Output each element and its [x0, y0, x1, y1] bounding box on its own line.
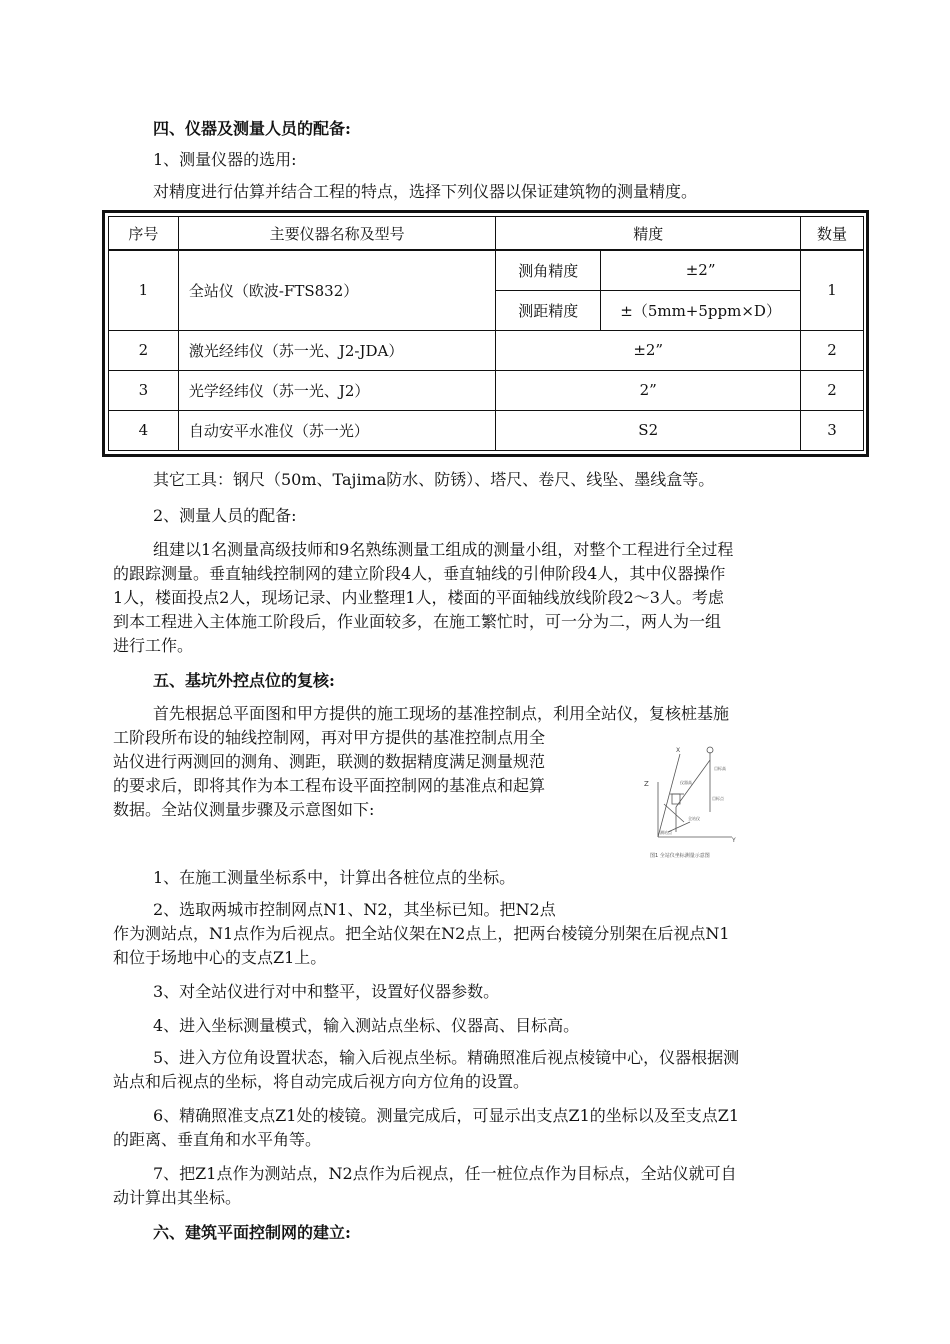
- total-station-diagram: [640, 742, 752, 864]
- row4-no: 4: [109, 410, 179, 450]
- table-row: [109, 330, 864, 370]
- row4-qty: 3: [801, 410, 864, 450]
- row1-angle-label: 测角精度: [496, 250, 601, 290]
- step-7-cont: 动计算出其坐标。: [113, 1188, 242, 1207]
- subheading-staff: 2、测量人员的配备:: [153, 506, 297, 525]
- section-4-heading: 四、仪器及测量人员的配备:: [153, 119, 351, 138]
- staff-paragraph-line: 到本工程进入主体施工阶段后，作业面较多，在施工繁忙时，可一分为二，两人为一组: [113, 612, 722, 631]
- header-qty: 数量: [801, 217, 864, 251]
- step-6-cont: 的距离、垂直角和水平角等。: [113, 1130, 322, 1149]
- row1-dist-label: 测距精度: [496, 290, 601, 330]
- header-precision: 精度: [496, 217, 801, 251]
- step-5-cont: 站点和后视点的坐标，将自动完成后视方向方位角的设置。: [113, 1072, 530, 1091]
- step-2-cont: 作为测站点，N1点作为后视点。把全站仪架在N2点上，把两台棱镜分别架在后视点N1: [113, 924, 730, 943]
- label-instrument-height: 仪器高: [680, 780, 692, 785]
- step-4: 4、进入坐标测量模式，输入测站点坐标、仪器高、目标高。: [153, 1016, 580, 1035]
- row3-name: 光学经纬仪（苏一光、J2）: [178, 370, 495, 410]
- section5-line: 的要求后，即将其作为本工程布设平面控制网的基准点和起算: [113, 776, 546, 795]
- section5-line: 首先根据总平面图和甲方提供的施工现场的基准控制点，利用全站仪，复核桩基施: [153, 704, 730, 723]
- step-3: 3、对全站仪进行对中和整平，设置好仪器参数。: [153, 982, 500, 1001]
- row2-precision: ±2”: [496, 330, 801, 370]
- label-total-station: 全站仪: [688, 816, 700, 821]
- axis-y-label: Y: [732, 837, 736, 844]
- axis-z-label: Z: [644, 780, 649, 788]
- staff-paragraph-line: 的跟踪测量。垂直轴线控制网的建立阶段4人，垂直轴线的引伸阶段4人，其中仪器操作: [113, 564, 726, 583]
- label-target-height: 目标高: [714, 766, 726, 771]
- section5-line: 数据。全站仪测量步骤及示意图如下:: [113, 800, 375, 819]
- step-5: 5、进入方位角设置状态，输入后视点坐标。精确照准后视点棱镜中心，仪器根据测: [153, 1048, 740, 1067]
- section5-line: 工阶段所布设的轴线控制网，再对甲方提供的基准控制点用全: [113, 728, 546, 747]
- other-tools: 其它工具：钢尺（50m、Tajima防水、防锈）、塔尺、卷尺、线坠、墨线盒等。: [153, 470, 715, 489]
- table-row: [109, 370, 864, 410]
- label-target-point: 目标点: [712, 796, 724, 801]
- staff-paragraph-line: 组建以1名测量高级技师和9名熟练测量工组成的测量小组，对整个工程进行全过程: [153, 540, 734, 559]
- step-2-cont: 和位于场地中心的支点Z1上。: [113, 948, 327, 967]
- step-6: 6、精确照准支点Z1处的棱镜。测量完成后，可显示出支点Z1的坐标以及至支点Z1: [153, 1106, 740, 1125]
- equipment-table: [108, 216, 864, 451]
- header-no: 序号: [109, 217, 179, 251]
- row2-qty: 2: [801, 330, 864, 370]
- row1-no: 1: [109, 250, 179, 330]
- row3-precision: 2”: [496, 370, 801, 410]
- table-row: [109, 250, 864, 290]
- step-2: 2、选取两城市控制网点N1、N2，其坐标已知。把N2点: [153, 900, 556, 919]
- row1-dist-value: ±（5mm+5ppm×D）: [601, 290, 801, 330]
- section5-line: 站仪进行两测回的测角、测距，联测的数据精度满足测量规范: [113, 752, 546, 771]
- row1-angle-value: ±2”: [601, 250, 801, 290]
- instrument-intro: 对精度进行估算并结合工程的特点，选择下列仪器以保证建筑物的测量精度。: [153, 182, 698, 201]
- row3-no: 3: [109, 370, 179, 410]
- row1-name: 全站仪（欧波-FTS832）: [178, 250, 495, 330]
- staff-paragraph-line: 1人，楼面投点2人，现场记录、内业整理1人，楼面的平面轴线放线阶段2～3人。考虑: [113, 588, 724, 607]
- figure-caption: 图1 全站仪坐标测量示意图: [650, 853, 710, 859]
- staff-paragraph-line: 进行工作。: [113, 636, 194, 655]
- table-row: [109, 410, 864, 450]
- axis-x-label: X: [676, 747, 681, 754]
- subheading-instruments: 1、测量仪器的选用:: [153, 150, 297, 169]
- row2-no: 2: [109, 330, 179, 370]
- row4-name: 自动安平水准仪（苏一光）: [178, 410, 495, 450]
- header-name: 主要仪器名称及型号: [178, 217, 495, 251]
- table-header-row: [109, 217, 864, 251]
- section-5-heading: 五、基坑外控点位的复核:: [153, 671, 335, 690]
- row1-qty: 1: [801, 250, 864, 330]
- row4-precision: S2: [496, 410, 801, 450]
- section-6-heading: 六、建筑平面控制网的建立:: [153, 1223, 351, 1242]
- x-axis-line: [658, 754, 680, 837]
- row2-name: 激光经纬仪（苏一光、J2-JDA）: [178, 330, 495, 370]
- row3-qty: 2: [801, 370, 864, 410]
- step-1: 1、在施工测量坐标系中，计算出各桩位点的坐标。: [153, 868, 516, 887]
- label-station: 测站点: [660, 830, 672, 835]
- step-7: 7、把Z1点作为测站点，N2点作为后视点，任一桩位点作为目标点，全站仪就可自: [153, 1164, 737, 1183]
